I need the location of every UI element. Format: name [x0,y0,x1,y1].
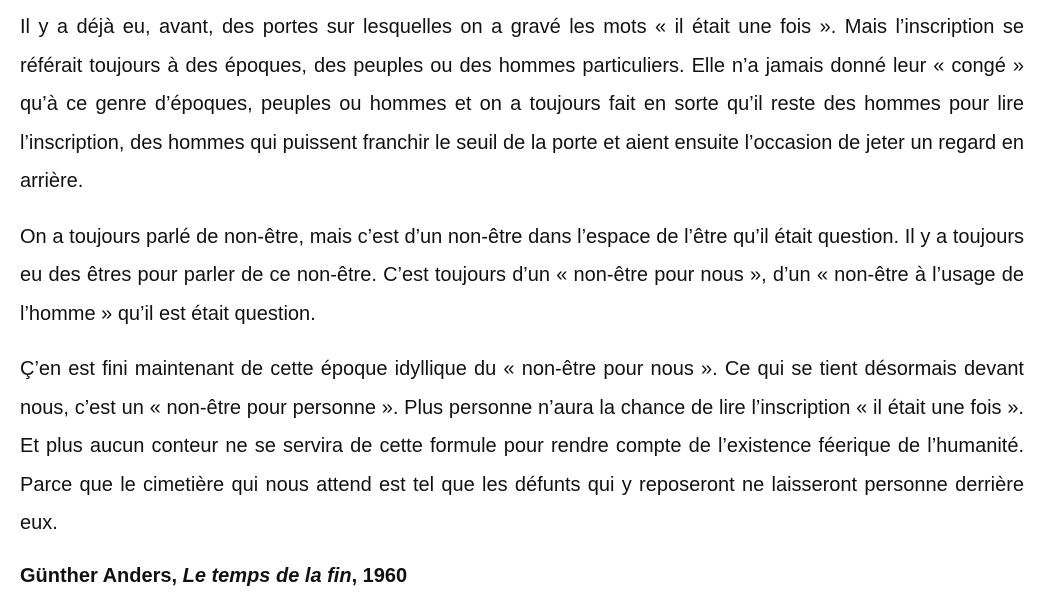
paragraph-2: On a toujours parlé de non-être, mais c’est d’un non-être dans l’espace de l’être qu’il était question. Il y a toujours eu des êtres pour parler de ce non-être. C’est toujours d’un « non-être pour nous », d’un « non-être à l’usage de l’homme » qu’il est était question. [20,225,1024,325]
document-page [20,0,1024,591]
attribution-title: Le temps de la fin [182,564,352,587]
attribution-year: , 1960 [351,564,408,587]
attribution-author: Günther Anders, [20,564,178,587]
attribution [20,561,1024,591]
paragraph-3: Ç’en est fini maintenant de cette époque idyllique du « non-être pour nous ». Ce qui se tient désormais devant nous, c’est un « non-être pour personne ». Plus personne n’aura la chance de lire l’inscription « il était une fois ». Et plus aucun conteur ne se servira de cette formule pour rendre compte de l’existence féerique de l’humanité. Parce que le cimetière qui nous attend est tel que les défunts qui y reposeront ne laisseront personne derrière eux. [20,358,1024,534]
paragraph-1: Il y a déjà eu, avant, des portes sur lesquelles on a gravé les mots « il était une fois ». Mais l’inscription se référait toujours à des époques, des peuples ou des hommes particuliers. Elle n’a jamais donné leur « congé » qu’à ce genre d’époques, peuples ou hommes et on a toujours fait en sorte qu’il reste des hommes pour lire l’inscription, des hommes qui puissent franchir le seuil de la porte et aient ensuite l’occasion de jeter un regard en arrière. [20,16,1024,192]
